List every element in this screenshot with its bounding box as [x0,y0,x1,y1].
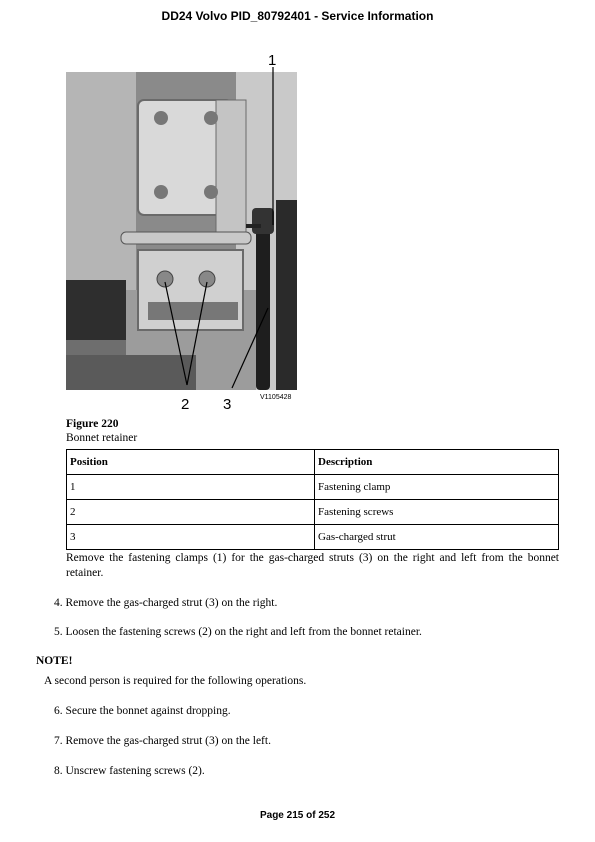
callout-3: 3 [223,396,232,412]
table-cell-position: 3 [67,525,315,550]
table-row [67,525,559,550]
table-cell-position: 2 [67,500,315,525]
column-header-description: Description [315,450,559,475]
bonnet-retainer-figure [66,50,297,412]
position-table [66,449,559,550]
step-8: 8. Unscrew fastening screws (2). [54,765,205,777]
figure-title: Figure 220 [66,418,119,430]
table-cell-position: 1 [67,475,315,500]
callout-1: 1 [268,52,277,69]
table-header-row [67,450,559,475]
image-code: V1105428 [260,394,292,401]
note-title: NOTE! [36,655,73,667]
bonnet-retainer-photo [66,72,297,390]
table-cell-description: Gas-charged strut [315,525,559,550]
table-row [67,475,559,500]
step-5: 5. Loosen the fastening screws (2) on the right and left from the bonnet retainer. [54,626,422,638]
table-cell-description: Fastening clamp [315,475,559,500]
page-footer: Page 215 of 252 [259,810,336,821]
instruction-paragraph: Remove the fastening clamps (1) for the gas-charged struts (3) on the right and left from the bonnet retainer. [66,552,559,579]
step-6: 6. Secure the bonnet against dropping. [54,705,231,717]
column-header-position: Position [67,450,315,475]
callout-2: 2 [181,396,190,412]
step-7: 7. Remove the gas-charged strut (3) on the left. [54,735,271,747]
table-row [67,500,559,525]
note-text: A second person is required for the following operations. [44,675,307,687]
table-cell-description: Fastening screws [315,500,559,525]
step-4: 4. Remove the gas-charged strut (3) on the right. [54,597,278,609]
figure-caption: Bonnet retainer [66,432,138,444]
page-header: DD24 Volvo PID_80792401 - Service Information [161,9,434,23]
